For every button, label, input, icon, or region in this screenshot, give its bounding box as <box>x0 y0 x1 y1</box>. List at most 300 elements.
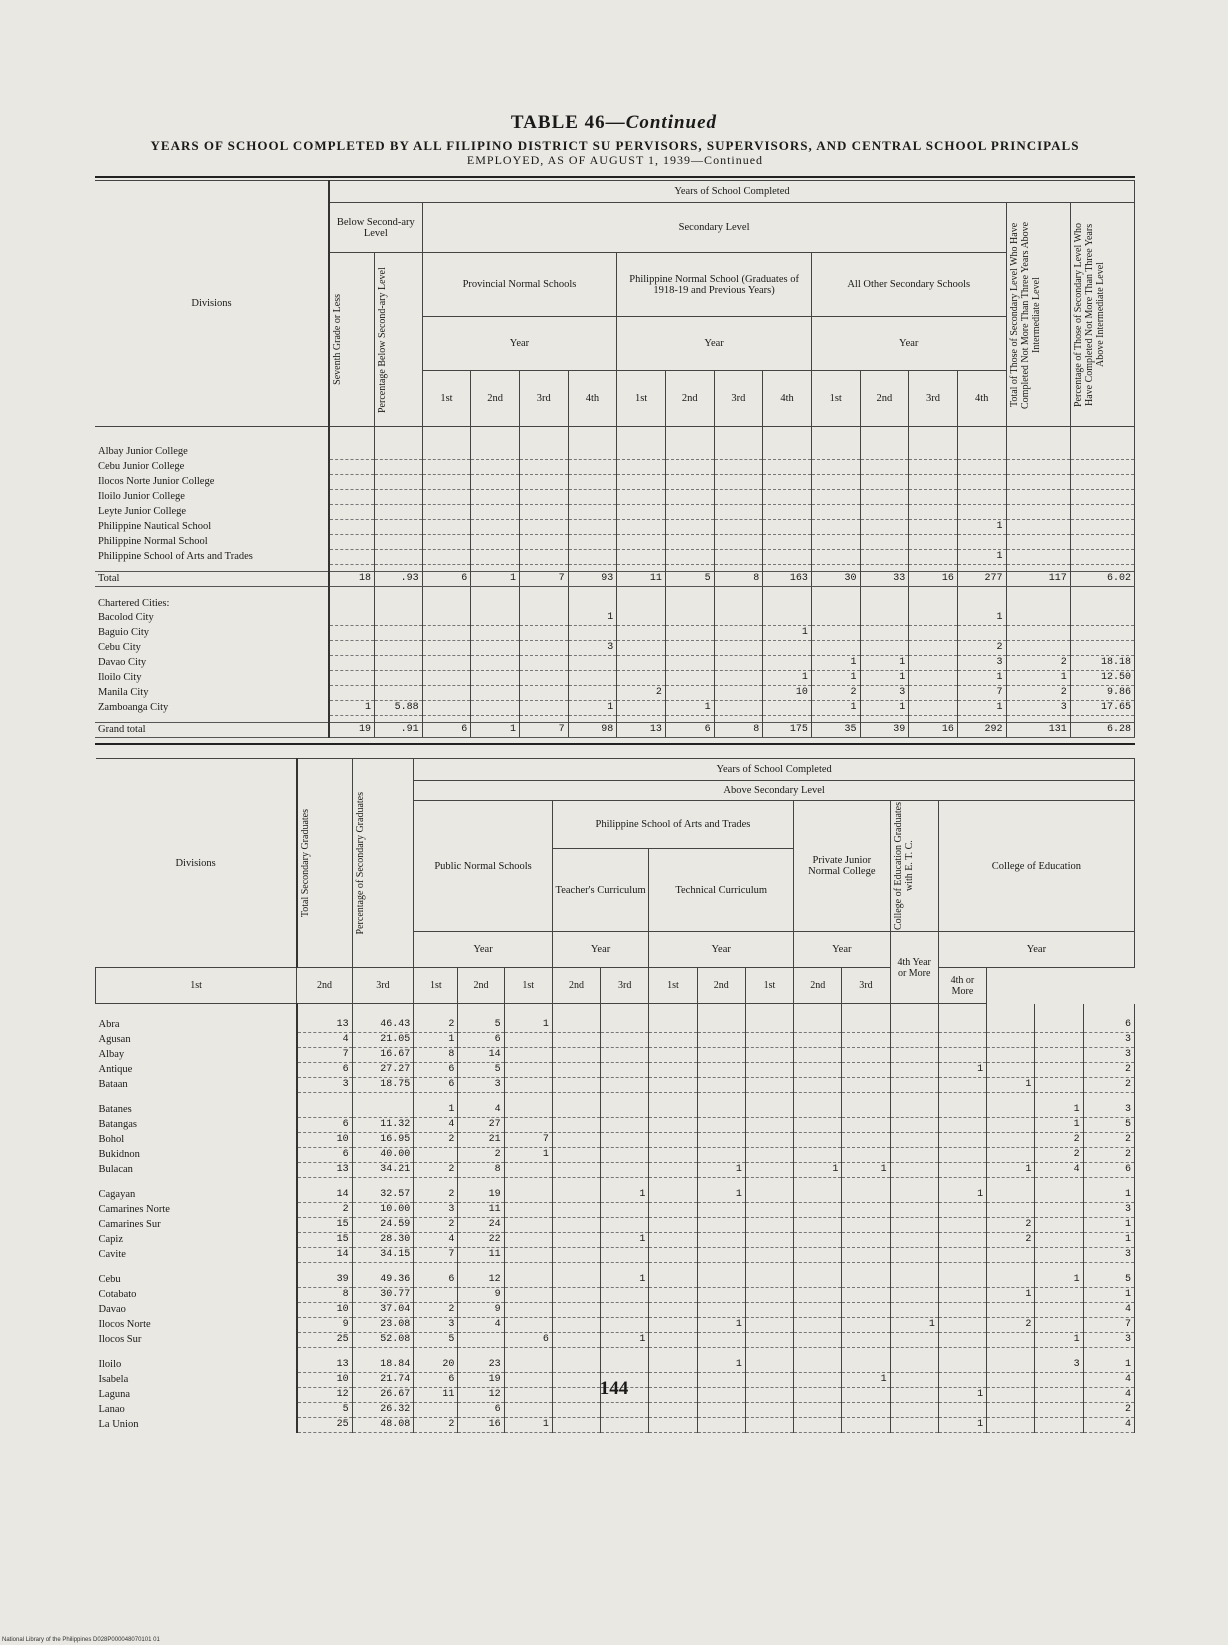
cell <box>938 1018 986 1033</box>
cell <box>697 1288 745 1303</box>
cell <box>890 1418 938 1433</box>
year-y1-header: 1st <box>617 371 666 427</box>
row-label: Camarines Norte <box>96 1203 297 1218</box>
cell <box>519 460 568 475</box>
cell <box>552 1118 600 1133</box>
cell <box>649 1018 697 1033</box>
cell <box>649 1418 697 1433</box>
cell <box>745 1203 793 1218</box>
cell <box>938 1033 986 1048</box>
table-row <box>96 1418 1135 1433</box>
cell: 4 <box>1083 1418 1134 1433</box>
cell <box>422 535 471 550</box>
cell <box>552 1218 600 1233</box>
cell <box>422 490 471 505</box>
cell: 1 <box>842 1163 890 1178</box>
cell <box>890 1203 938 1218</box>
cell <box>552 1203 600 1218</box>
row-label: Bukidnon <box>96 1148 297 1163</box>
cell <box>375 641 423 656</box>
cell: 6 <box>665 723 714 738</box>
cell <box>422 641 471 656</box>
cell: 7 <box>519 572 568 587</box>
table-row <box>95 671 1135 686</box>
row-label: Philippine Nautical School <box>95 520 329 535</box>
cell <box>714 686 763 701</box>
cell: 24.59 <box>352 1218 414 1233</box>
spacer-row <box>95 716 1135 723</box>
cell <box>601 1133 649 1148</box>
cell <box>745 1358 793 1373</box>
cell <box>794 1203 842 1218</box>
cell <box>763 460 812 475</box>
cell <box>794 1018 842 1033</box>
table-row <box>96 1273 1135 1288</box>
cell <box>890 1248 938 1263</box>
cell: 93 <box>568 572 617 587</box>
table-row <box>95 723 1135 738</box>
cell <box>519 611 568 626</box>
row-label: Zamboanga City <box>95 701 329 716</box>
row-label: Laguna <box>96 1388 297 1403</box>
page-number: 144 <box>599 1378 629 1399</box>
cell <box>860 641 909 656</box>
cell <box>375 505 423 520</box>
cell: 16.95 <box>352 1133 414 1148</box>
cell: 8 <box>714 572 763 587</box>
cell <box>697 1333 745 1348</box>
cell <box>601 1303 649 1318</box>
cell: 3 <box>1083 1203 1134 1218</box>
all-other-header: All Other Secondary Schools <box>811 253 1006 317</box>
cell <box>714 490 763 505</box>
row-label: Batanes <box>96 1103 297 1118</box>
coll-ed-header: College of Education <box>938 801 1134 932</box>
table-row <box>95 490 1135 505</box>
cell <box>422 505 471 520</box>
cell <box>1070 626 1134 641</box>
cell <box>957 626 1006 641</box>
cell: 2 <box>987 1233 1035 1248</box>
top-table-head <box>95 181 1135 427</box>
cell <box>504 1118 552 1133</box>
cell <box>890 1188 938 1203</box>
cell <box>1070 641 1134 656</box>
cell <box>568 535 617 550</box>
cell: 1 <box>601 1188 649 1203</box>
cell <box>938 1273 986 1288</box>
cell: 16 <box>909 723 958 738</box>
cell: 1 <box>957 550 1006 565</box>
cell <box>842 1403 890 1418</box>
cell: 10 <box>297 1133 352 1148</box>
table-row <box>96 1403 1135 1418</box>
cell <box>987 1248 1035 1263</box>
cell <box>957 445 1006 460</box>
cell: 33 <box>860 572 909 587</box>
cell: 34.21 <box>352 1163 414 1178</box>
cell: 6.02 <box>1070 572 1134 587</box>
cell <box>811 460 860 475</box>
cell: 16 <box>909 572 958 587</box>
cell: 13 <box>617 723 666 738</box>
cell <box>665 460 714 475</box>
year-y1-header: 1st <box>414 968 458 1004</box>
cell: 2 <box>617 686 666 701</box>
cell: 98 <box>568 723 617 738</box>
cell <box>329 535 375 550</box>
cell <box>842 1248 890 1263</box>
cell <box>890 1148 938 1163</box>
row-label: Philippine School of Arts and Trades <box>95 550 329 565</box>
cell <box>1070 505 1134 520</box>
cell <box>714 535 763 550</box>
cell: 6 <box>1083 1018 1134 1033</box>
cell <box>860 550 909 565</box>
cell <box>1070 490 1134 505</box>
cell <box>987 1033 1035 1048</box>
cell <box>665 520 714 535</box>
seventh-grade-header: Seventh Grade or Less <box>329 253 375 427</box>
cell <box>745 1273 793 1288</box>
cell: 13 <box>297 1358 352 1373</box>
cell <box>504 1103 552 1118</box>
cell <box>1035 1018 1083 1033</box>
cell: 1 <box>504 1418 552 1433</box>
cell <box>601 1048 649 1063</box>
cell <box>649 1148 697 1163</box>
teachers-header: Teacher's Curriculum <box>552 849 649 932</box>
cell <box>842 1318 890 1333</box>
cell <box>329 611 375 626</box>
cell: 25 <box>297 1418 352 1433</box>
cell <box>1035 1418 1083 1433</box>
cell: 5 <box>1083 1118 1134 1133</box>
cell: 6 <box>458 1403 504 1418</box>
cell <box>552 1403 600 1418</box>
cell <box>422 656 471 671</box>
cell: 30 <box>811 572 860 587</box>
cell <box>519 475 568 490</box>
cell <box>471 445 520 460</box>
cell <box>329 671 375 686</box>
rule-top <box>95 176 1135 178</box>
cell: 34.15 <box>352 1248 414 1263</box>
cell: 3 <box>1006 701 1070 716</box>
year-header-b1: Year <box>414 932 553 968</box>
cell <box>568 686 617 701</box>
cell: 10 <box>297 1373 352 1388</box>
cell: 8 <box>414 1048 458 1063</box>
cell <box>519 701 568 716</box>
table-row <box>96 1103 1135 1118</box>
cell: 1 <box>811 656 860 671</box>
cell <box>987 1203 1035 1218</box>
cell <box>860 626 909 641</box>
cell <box>519 505 568 520</box>
cell: 2 <box>414 1303 458 1318</box>
cell: 1 <box>842 1373 890 1388</box>
below-secondary-header: Below Second-ary Level <box>329 203 422 253</box>
cell <box>938 1248 986 1263</box>
cell <box>375 475 423 490</box>
cell <box>909 460 958 475</box>
cell <box>909 520 958 535</box>
cell: .91 <box>375 723 423 738</box>
cell <box>938 1103 986 1118</box>
cell <box>375 490 423 505</box>
cell <box>1035 1033 1083 1048</box>
cell <box>504 1078 552 1093</box>
table-row <box>96 1188 1135 1203</box>
cell <box>329 445 375 460</box>
cell <box>649 1318 697 1333</box>
cell <box>552 1018 600 1033</box>
cell <box>665 445 714 460</box>
cell: 277 <box>957 572 1006 587</box>
cell <box>794 1133 842 1148</box>
cell: 1 <box>860 701 909 716</box>
cell <box>745 1048 793 1063</box>
cell: 2 <box>957 641 1006 656</box>
cell: 1 <box>957 611 1006 626</box>
row-label: Leyte Junior College <box>95 505 329 520</box>
cell <box>617 611 666 626</box>
cell <box>471 550 520 565</box>
cell: 2 <box>1035 1148 1083 1163</box>
table-row <box>95 641 1135 656</box>
cell: 1 <box>938 1418 986 1433</box>
cell <box>422 550 471 565</box>
cell <box>329 641 375 656</box>
cell <box>763 701 812 716</box>
cell <box>938 1318 986 1333</box>
spacer-row <box>96 1348 1135 1359</box>
cell <box>519 550 568 565</box>
cell <box>617 550 666 565</box>
spacer-row <box>96 1004 1135 1019</box>
cell <box>1006 535 1070 550</box>
cell: 1 <box>860 671 909 686</box>
cell <box>504 1288 552 1303</box>
cell <box>794 1303 842 1318</box>
cell <box>1006 475 1070 490</box>
cell: 6 <box>297 1063 352 1078</box>
cell: 3 <box>1035 1358 1083 1373</box>
cell: 1 <box>414 1103 458 1118</box>
cell <box>909 535 958 550</box>
cell <box>745 1118 793 1133</box>
cell <box>745 1103 793 1118</box>
cell: 21 <box>458 1133 504 1148</box>
cell <box>665 626 714 641</box>
cell: 1 <box>957 520 1006 535</box>
year-y1-header: 1st <box>649 968 697 1004</box>
cell <box>601 1248 649 1263</box>
row-label: Davao City <box>95 656 329 671</box>
cell <box>414 1403 458 1418</box>
cell: 20 <box>414 1358 458 1373</box>
cell: 2 <box>1006 656 1070 671</box>
cell <box>1035 1188 1083 1203</box>
cell <box>1035 1233 1083 1248</box>
cell: 6 <box>414 1373 458 1388</box>
cell: 1 <box>957 671 1006 686</box>
cell <box>745 1148 793 1163</box>
cell <box>552 1063 600 1078</box>
cell: 18.18 <box>1070 656 1134 671</box>
cell <box>471 671 520 686</box>
cell <box>1035 1218 1083 1233</box>
cell: 11 <box>458 1203 504 1218</box>
row-label: Total <box>95 572 329 587</box>
cell <box>697 1118 745 1133</box>
cell <box>1006 460 1070 475</box>
cell <box>811 520 860 535</box>
cell <box>519 445 568 460</box>
cell <box>763 550 812 565</box>
table-row <box>96 1303 1135 1318</box>
cell <box>665 641 714 656</box>
cell <box>552 1333 600 1348</box>
cell <box>552 1248 600 1263</box>
cell <box>842 1118 890 1133</box>
cell: 4 <box>1035 1163 1083 1178</box>
archive-footer: National Library of the Philippines D028P000048070101 01 <box>2 1637 160 1643</box>
cell <box>697 1303 745 1318</box>
cell <box>665 671 714 686</box>
cell <box>890 1048 938 1063</box>
cell <box>811 550 860 565</box>
year-y2-header: 2nd <box>471 371 520 427</box>
cell <box>1006 626 1070 641</box>
cell <box>987 1048 1035 1063</box>
cell <box>504 1233 552 1248</box>
cell: 1 <box>1083 1288 1134 1303</box>
cell <box>745 1303 793 1318</box>
cell <box>375 520 423 535</box>
cell <box>519 686 568 701</box>
cell <box>665 686 714 701</box>
cell <box>617 460 666 475</box>
cell <box>1035 1203 1083 1218</box>
cell: 2 <box>1083 1063 1134 1078</box>
table-row <box>96 1233 1135 1248</box>
cell: 6 <box>297 1118 352 1133</box>
cell <box>617 626 666 641</box>
cell <box>794 1273 842 1288</box>
cell <box>811 611 860 626</box>
cell <box>714 671 763 686</box>
cell: 1 <box>1006 671 1070 686</box>
cell: .93 <box>375 572 423 587</box>
cell <box>471 460 520 475</box>
cell: 12 <box>458 1273 504 1288</box>
cell <box>665 535 714 550</box>
cell <box>504 1163 552 1178</box>
cell <box>763 641 812 656</box>
cell: 1 <box>414 1033 458 1048</box>
cell <box>987 1118 1035 1133</box>
cell <box>860 505 909 520</box>
cell <box>552 1163 600 1178</box>
cell: 11 <box>414 1388 458 1403</box>
cell <box>568 490 617 505</box>
cell: 14 <box>297 1248 352 1263</box>
cell: 1 <box>697 1318 745 1333</box>
cell <box>938 1233 986 1248</box>
cell: 1 <box>987 1288 1035 1303</box>
cell <box>763 445 812 460</box>
cell <box>504 1063 552 1078</box>
cell <box>745 1163 793 1178</box>
cell <box>697 1078 745 1093</box>
table-row <box>96 1078 1135 1093</box>
cell: 9 <box>458 1288 504 1303</box>
year-y4more-header: 4th or More <box>938 968 986 1004</box>
cell <box>601 1318 649 1333</box>
pct-below-header: Percentage Below Second-ary Level <box>375 253 423 427</box>
cell: 1 <box>697 1163 745 1178</box>
cell <box>649 1273 697 1288</box>
cell <box>519 626 568 641</box>
cell <box>375 656 423 671</box>
row-label: Cebu Junior College <box>95 460 329 475</box>
cell <box>987 1018 1035 1033</box>
cell: 292 <box>957 723 1006 738</box>
cell <box>745 1233 793 1248</box>
cell: 2 <box>414 1218 458 1233</box>
table-row <box>96 1148 1135 1163</box>
cell <box>714 611 763 626</box>
pct-not-more-header: Percentage of Those of Secondary Level Who Have Completed Not More Than Three Years Above Intermediate Level <box>1070 203 1134 427</box>
cell <box>842 1358 890 1373</box>
cell <box>519 535 568 550</box>
cell <box>938 1048 986 1063</box>
table-row <box>95 701 1135 716</box>
cell <box>649 1233 697 1248</box>
cell <box>890 1303 938 1318</box>
cell <box>1006 505 1070 520</box>
row-label: Iloilo City <box>95 671 329 686</box>
cell <box>1006 520 1070 535</box>
table-row <box>95 626 1135 641</box>
cell: 9 <box>458 1303 504 1318</box>
cell <box>601 1288 649 1303</box>
cell <box>649 1188 697 1203</box>
public-normal-header: Public Normal Schools <box>414 801 553 932</box>
cell <box>504 1318 552 1333</box>
cell <box>957 505 1006 520</box>
cell <box>471 701 520 716</box>
cell: 32.57 <box>352 1188 414 1203</box>
cell: 46.43 <box>352 1018 414 1033</box>
cell <box>601 1418 649 1433</box>
year-y2-header: 2nd <box>665 371 714 427</box>
cell: 5 <box>458 1018 504 1033</box>
cell <box>601 1163 649 1178</box>
cell: 1 <box>697 1188 745 1203</box>
cell <box>890 1358 938 1373</box>
row-label: Bulacan <box>96 1163 297 1178</box>
cell <box>665 656 714 671</box>
provincial-normal-header: Provincial Normal Schools <box>422 253 617 317</box>
cell <box>957 475 1006 490</box>
cell <box>860 460 909 475</box>
cell: 11 <box>458 1248 504 1263</box>
cell <box>617 475 666 490</box>
cell <box>375 445 423 460</box>
